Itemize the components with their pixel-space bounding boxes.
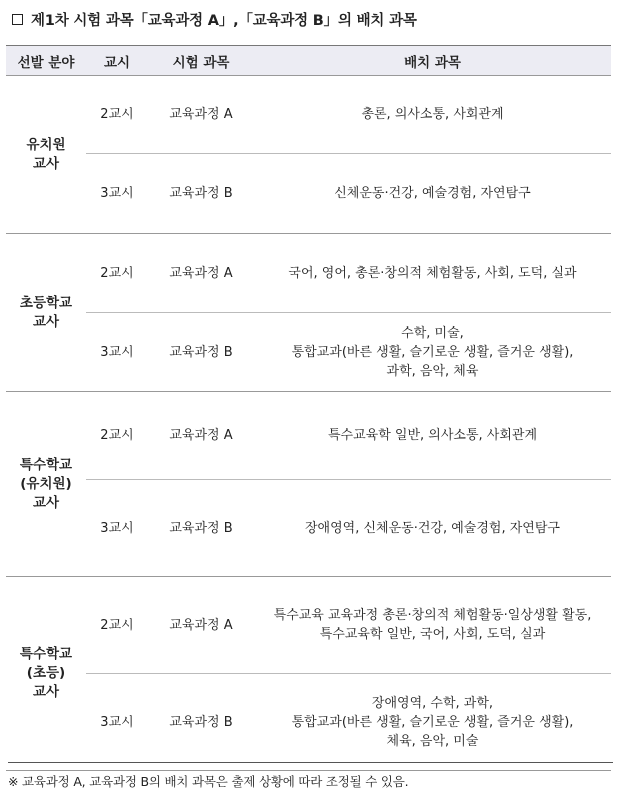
table-row [6,674,611,771]
subject-cell: 교육과정 B [148,154,254,234]
content-line: 장애영역, 수학, 과학, [371,695,494,711]
content-cell [254,392,611,480]
period-cell: 3교시 [86,480,148,577]
table-row [6,76,611,154]
field-line: 교사 [32,155,60,172]
period-cell: 2교시 [86,577,148,674]
content-cell [254,76,611,154]
field-line: (초등) [26,665,66,681]
content-line: 특수교육학 일반, 의사소통, 사회관계 [327,428,538,443]
content-line: 통합교과(바른 생활, 슬기로운 생활, 즐거운 생활), [291,714,574,730]
field-line: 교사 [32,313,60,330]
field-line: 교사 [32,494,60,511]
title-text: 제1차 시험 과목「교육과정 A」,「교육과정 B」의 배치 과목 [31,12,417,29]
content-cell [254,313,611,392]
section-title [12,8,417,30]
content-line: 국어, 영어, 총론·창의적 체험활동, 사회, 도덕, 실과 [288,265,577,281]
period-cell: 3교시 [86,154,148,234]
field-line: 초등학교 [19,294,73,311]
field-line: (유치원) [20,475,72,492]
field-line: 교사 [32,684,60,700]
content-line: 특수교육 교육과정 총론·창의적 체험활동·일상생활 활동, [273,608,592,623]
col-header-field: 선발 분야 [6,46,86,76]
table-row [6,313,611,392]
table-header-row [6,46,611,76]
checkbox-square-icon [12,14,23,25]
content-line: 특수교육학 일반, 국어, 사회, 도덕, 실과 [319,627,546,642]
table-row [6,577,611,674]
subject-cell: 교육과정 A [148,234,254,313]
period-cell: 2교시 [86,234,148,313]
period-cell: 2교시 [86,76,148,154]
period-cell: 3교시 [86,674,148,771]
period-cell: 3교시 [86,313,148,392]
field-cell [6,577,86,771]
table-row [6,154,611,234]
field-cell [6,392,86,577]
col-header-period: 교시 [86,46,148,76]
content-line: 통합교과(바른 생활, 슬기로운 생활, 즐거운 생활), [291,344,574,360]
subject-cell: 교육과정 B [148,674,254,771]
table-body [6,76,611,771]
col-header-content: 배치 과목 [254,46,611,76]
subject-cell: 교육과정 A [148,392,254,480]
content-line: 신체운동·건강, 예술경험, 자연탐구 [334,186,531,201]
period-cell: 2교시 [86,392,148,480]
footnote: ※ 교육과정 A, 교육과정 B의 배치 과목은 출제 상황에 따라 조정될 수 있음. [8,762,613,790]
content-line: 수학, 미술, [401,325,464,341]
subject-cell: 교육과정 B [148,480,254,577]
exam-subject-table [6,45,611,771]
field-line: 유치원 [26,136,66,153]
table-row [6,234,611,313]
content-line: 장애영역, 신체운동·건강, 예술경험, 자연탐구 [305,520,560,536]
table-row [6,480,611,577]
content-cell [254,154,611,234]
field-line: 특수학교 [19,646,73,662]
field-cell [6,76,86,234]
subject-cell: 교육과정 A [148,76,254,154]
content-cell [254,480,611,577]
field-cell [6,234,86,392]
field-line: 특수학교 [19,456,73,473]
col-header-subject: 시험 과목 [148,46,254,76]
subject-cell: 교육과정 B [148,313,254,392]
table-row [6,392,611,480]
subject-cell: 교육과정 A [148,577,254,674]
content-line: 총론, 의사소통, 사회관계 [361,107,504,122]
content-cell [254,674,611,771]
content-line: 과학, 음악, 체육 [386,363,479,379]
content-line: 체육, 음악, 미술 [386,733,479,749]
content-cell [254,577,611,674]
content-cell [254,234,611,313]
